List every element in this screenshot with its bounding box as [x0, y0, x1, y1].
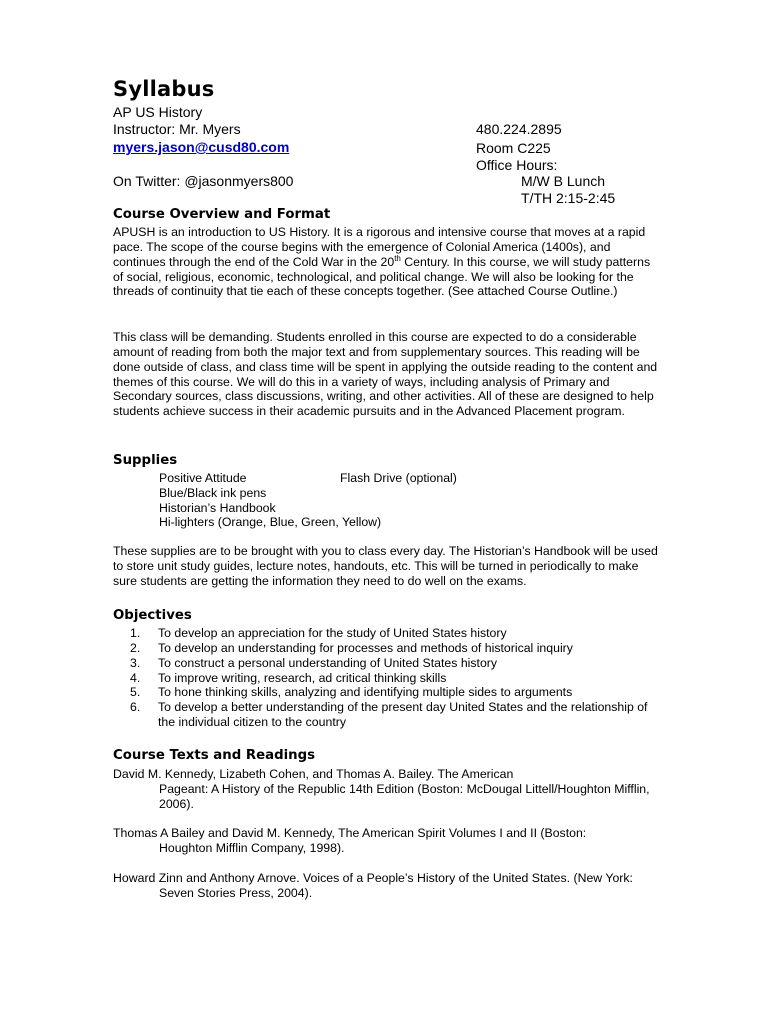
supply-item: Hi-lighters (Orange, Blue, Green, Yellow) — [159, 515, 382, 529]
office-hours-label: Office Hours: — [476, 157, 558, 173]
objectives-list — [130, 626, 658, 730]
twitter-handle: On Twitter: @jasonmyers800 — [113, 173, 294, 189]
objectives-heading: Objectives — [113, 608, 192, 623]
objective-text: To improve writing, research, ad critical thinking skills — [158, 670, 447, 685]
instructor-email-link[interactable]: myers.jason@cusd80.com — [113, 139, 290, 155]
texts-heading: Course Texts and Readings — [113, 748, 316, 763]
phone-number: 480.224.2895 — [476, 121, 562, 137]
overview-p2-text: This class will be demanding. Students enrolled in this course are expected to do a considerable amount of reading from both the major text and from supplementary sources. This reading will be done outside of class, and class time will be spent in applying the outside reading to the content and themes of this course. We will do this in a variety of ways, including analysis of Primary and Secondary sources, class discussions, writing, and other activities. All of these are designed to help students achieve success in their academic pursuits and in the Advanced Placement program. — [113, 330, 658, 419]
overview-p1-text-a: APUSH is an introduction to US History. It is a rigorous and intensive course that moves at a rapid pace. The scope of the course begins with the emergence of Colonial America (1400s), and continues through the end of the Cold War in the 20 — [113, 225, 646, 269]
objective-text: To develop a better understanding of the present day United States and the relationship of the individual citizen to the country — [158, 700, 648, 730]
supply-item-flash-drive: Flash Drive (optional) — [340, 471, 457, 485]
objective-text: To develop an understanding for processes and methods of historical inquiry — [158, 640, 573, 655]
overview-paragraph-1 — [113, 225, 661, 299]
reference-continuation: Seven Stories Press, 2004). — [159, 885, 313, 900]
office-hours-tth: T/TH 2:15-2:45 — [521, 190, 616, 206]
supply-item: Blue/Black ink pens — [159, 486, 267, 500]
supply-item: Positive Attitude — [159, 471, 247, 485]
overview-p1-superscript: th — [394, 253, 401, 263]
room-number: Room C225 — [476, 140, 551, 156]
objective-item — [130, 656, 658, 671]
overview-heading: Course Overview and Format — [113, 207, 331, 222]
reference-first-line: Thomas A Bailey and David M. Kennedy, The American Spirit Volumes I and II (Boston: — [113, 826, 587, 840]
objective-item — [130, 641, 658, 656]
office-hours-mw: M/W B Lunch — [521, 173, 606, 189]
objective-item — [130, 626, 658, 641]
supply-item: Historian’s Handbook — [159, 501, 276, 515]
supplies-note — [113, 544, 661, 589]
reference-continuation: Houghton Mifflin Company, 1998). — [159, 840, 345, 855]
objective-number: 1. — [130, 626, 141, 640]
reference-continuation: Pageant: A History of the Republic 14th Edition (Boston: McDougal Littell/Houghton Mifflin, 2006). — [159, 781, 650, 811]
reading-reference — [113, 826, 673, 856]
reading-reference — [113, 871, 673, 901]
objective-number: 5. — [130, 685, 141, 700]
course-name: AP US History — [113, 104, 203, 120]
page-title: Syllabus — [113, 77, 215, 101]
overview-paragraph-2 — [113, 330, 661, 419]
supplies-heading: Supplies — [113, 453, 178, 468]
objective-number: 4. — [130, 670, 141, 685]
overview-p1-text-b: Century. In this course, we will study patterns of social, religious, economic, technological, and political change. We will also be looking for the threads of continuity that tie each of these concepts together. (See attached Course Outline.) — [113, 254, 651, 299]
objective-item — [130, 700, 658, 730]
reading-reference — [113, 767, 673, 812]
instructor-name: Instructor: Mr. Myers — [113, 121, 241, 137]
objective-number: 6. — [130, 700, 141, 715]
objective-text: To construct a personal understanding of United States history — [158, 655, 498, 670]
reference-first-line: Howard Zinn and Anthony Arnove. Voices of a People’s History of the United States. (New York: — [113, 871, 633, 885]
objective-item — [130, 671, 658, 686]
objective-text: To develop an appreciation for the study of United States history — [158, 626, 507, 640]
objective-text: To hone thinking skills, analyzing and identifying multiple sides to arguments — [158, 685, 573, 700]
objective-item — [130, 685, 658, 700]
reference-first-line: David M. Kennedy, Lizabeth Cohen, and Thomas A. Bailey. The American — [113, 767, 514, 781]
objective-number: 2. — [130, 640, 141, 655]
supplies-note-text: These supplies are to be brought with you to class every day. The Historian’s Handbook will be used to store unit study guides, lecture notes, handouts, etc. This will be turned in periodically to make sure students are getting the information they need to do well on the exams. — [113, 544, 658, 588]
objective-number: 3. — [130, 655, 141, 670]
